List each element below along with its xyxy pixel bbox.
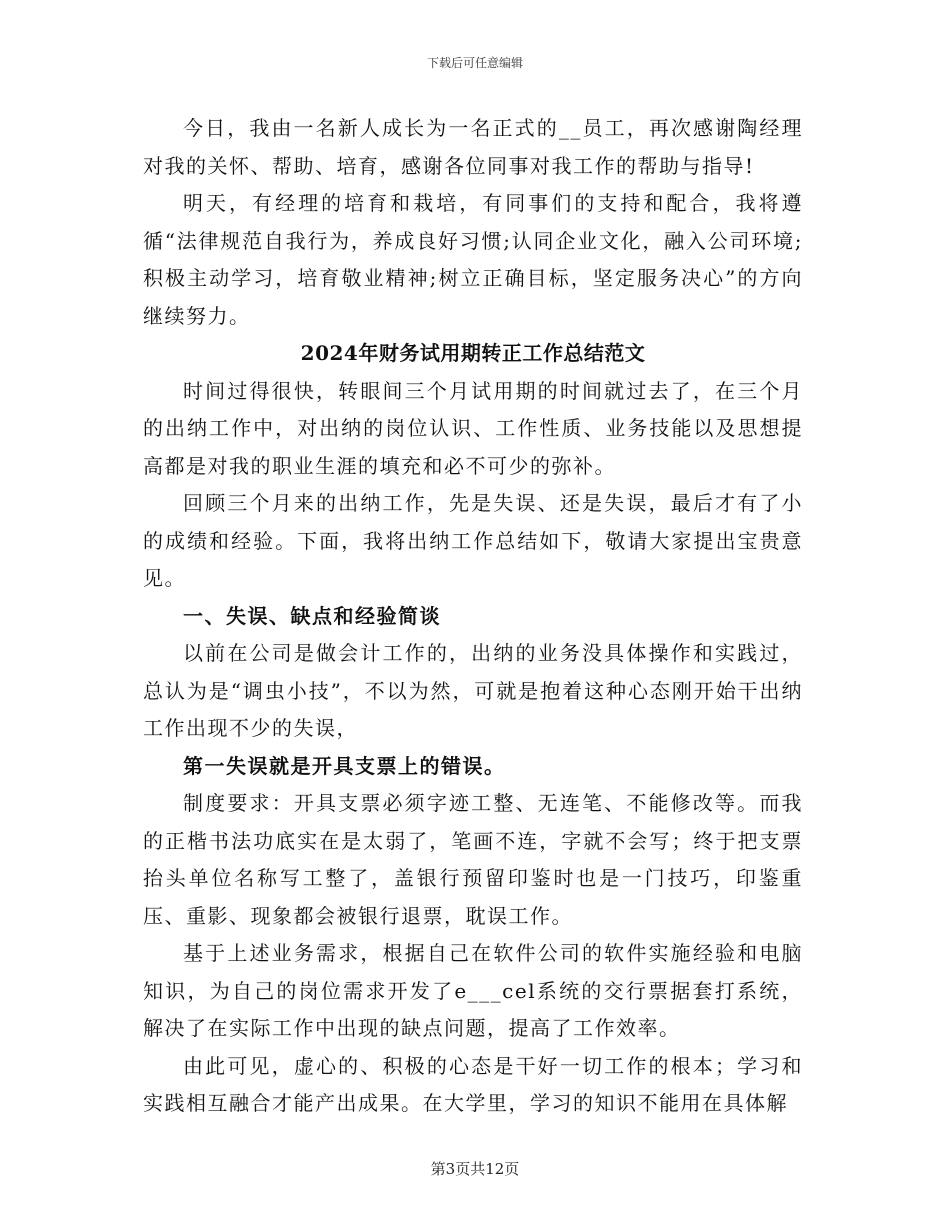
document-title: 2024年财务试用期转正工作总结范文 (300, 341, 646, 365)
page-number: 第3页共12页 (430, 1160, 520, 1178)
page-header: 下载后可任意编辑 (426, 56, 523, 70)
paragraph: 时间过得很快，转眼间三个月试用期的时间就过去了，在三个月的出纳工作中，对出纳的岗位认识、工作性质、业务技能以及思想提高都是对我的职业生涯的填充和必不可少的弥补。 (143, 378, 803, 478)
paragraph: 以前在公司是做会计工作的，出纳的业务没具体操作和实践过，总认为是“调虫小技”，不以为然，可就是抱着这种心态刚开始干出纳工作出现不少的失误， (143, 641, 803, 740)
paragraph: 明天，有经理的培育和栽培，有同事们的支持和配合，我将遵循“法律规范自我行为，养成良好习惯;认同企业文化，融入公司环境;积极主动学习，培育敬业精神;树立正确目标，坚定服务决心”的方向继续努力。 (143, 191, 803, 328)
paragraph: 由此可见，虚心的、积极的心态是干好一切工作的根本；学习和实践相互融合才能产出成果。在大学里，学习的知识不能用在具体解 (143, 1053, 803, 1115)
paragraph: 回顾三个月来的出纳工作，先是失误、还是失误，最后才有了小的成绩和经验。下面，我将出纳工作总结如下，敬请大家提出宝贵意见。 (143, 491, 803, 590)
document-body (143, 110, 803, 1123)
section-heading: 一、失误、缺点和经验简谈 (183, 603, 441, 628)
paragraph: 今日，我由一名新人成长为一名正式的__员工，再次感谢陶经理对我的关怀、帮助、培育，感谢各位同事对我工作的帮助与指导! (143, 116, 803, 178)
paragraph: 基于上述业务需求，根据自己在软件公司的软件实施经验和电脑知识，为自己的岗位需求开发了e___cel系统的交行票据套打系统，解决了在实际工作中出现的缺点问题，提高了工作效率。 (143, 941, 803, 1040)
paragraph: 制度要求：开具支票必须字迹工整、无连笔、不能修改等。而我的正楷书法功底实在是太弱了，笔画不连，字就不会写；终于把支票抬头单位名称写工整了，盖银行预留印鉴时也是一门技巧，印鉴重压、重影、现象都会被银行退票，耽误工作。 (143, 791, 803, 928)
sub-heading: 第一失误就是开具支票上的错误。 (183, 753, 506, 778)
